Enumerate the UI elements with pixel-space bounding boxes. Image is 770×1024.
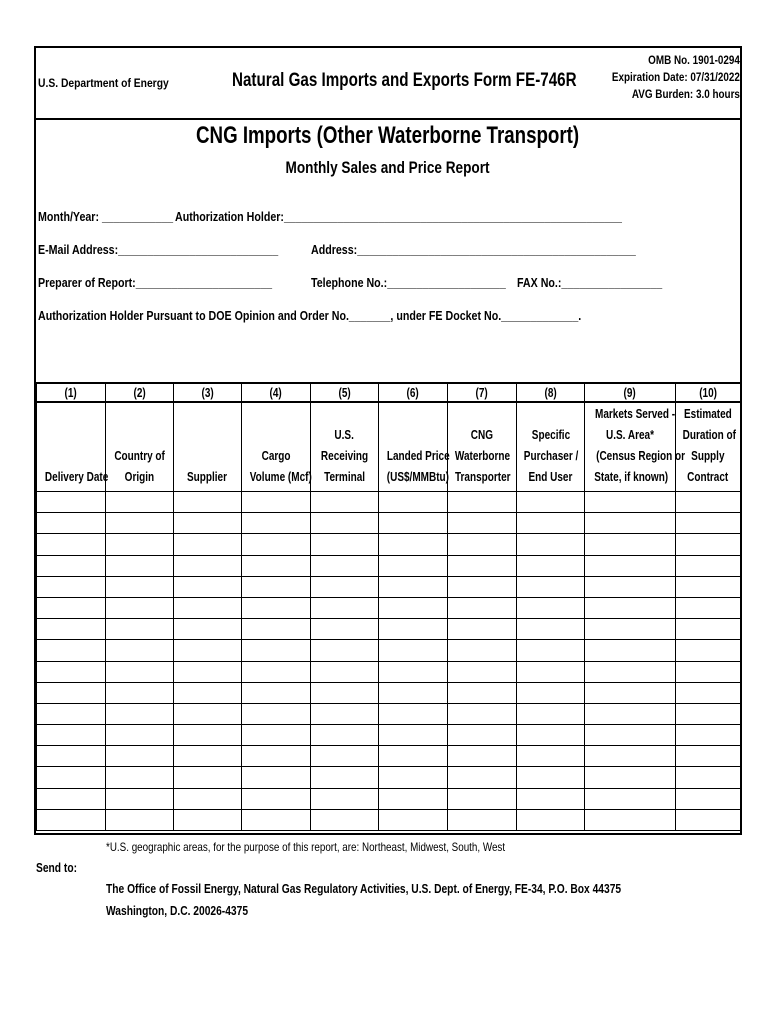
table-row [37,682,741,703]
form-header [36,48,740,120]
table-cell[interactable] [676,640,741,661]
table-cell[interactable] [585,809,676,830]
column-number: (3) [174,383,242,402]
table-cell[interactable] [174,682,242,703]
table-cell[interactable] [448,809,517,830]
table-cell[interactable] [676,513,741,534]
table-cell[interactable] [676,746,741,767]
table-cell[interactable] [242,788,311,809]
table-cell[interactable] [37,640,106,661]
table-cell[interactable] [37,534,106,555]
month-year-field[interactable]: Month/Year: ____________ [38,209,174,224]
table-row [37,576,741,597]
table-row [37,788,741,809]
report-table [36,382,741,831]
email-field[interactable]: E-Mail Address:___________________________ [38,242,279,257]
table-cell[interactable] [174,619,242,640]
column-number: (1) [37,383,106,402]
table-cell[interactable] [676,576,741,597]
table-cell[interactable] [37,746,106,767]
column-header: Landed Price (US$/MMBtu) [379,402,448,492]
column-number: (8) [517,383,585,402]
table-cell[interactable] [106,492,174,513]
telephone-field[interactable]: Telephone No.:____________________ [311,275,506,290]
table-cell[interactable] [311,703,379,724]
table-cell[interactable] [517,703,585,724]
column-header: Estimated Duration of Supply Contract [676,402,741,492]
table-cell[interactable] [517,576,585,597]
table-cell[interactable] [585,597,676,618]
table-cell[interactable] [106,767,174,788]
table-cell[interactable] [174,513,242,534]
table-cell[interactable] [585,619,676,640]
table-cell[interactable] [585,661,676,682]
table-cell[interactable] [517,555,585,576]
table-cell[interactable] [676,619,741,640]
table-cell[interactable] [242,746,311,767]
table-cell[interactable] [174,809,242,830]
table-cell[interactable] [379,788,448,809]
table-cell[interactable] [106,640,174,661]
table-cell[interactable] [676,788,741,809]
table-row [37,703,741,724]
column-header: Cargo Volume (Mcf) [242,402,311,492]
column-header: Markets Served - U.S. Area* (Census Region or State, if known) [585,402,676,492]
table-cell[interactable] [517,640,585,661]
table-cell[interactable] [37,513,106,534]
send-to-label: Send to: [36,861,77,875]
column-header: Specific Purchaser / End User [517,402,585,492]
table-cell[interactable] [448,492,517,513]
send-to-address-line2: Washington, D.C. 20026-4375 [106,904,249,918]
table-cell[interactable] [311,809,379,830]
table-cell[interactable] [106,597,174,618]
table-row [37,513,741,534]
table-cell[interactable] [517,788,585,809]
table-cell[interactable] [37,597,106,618]
table-cell[interactable] [174,492,242,513]
column-header: Supplier [174,402,242,492]
table-cell[interactable] [106,661,174,682]
table-cell[interactable] [311,619,379,640]
table-cell[interactable] [517,661,585,682]
table-cell[interactable] [311,492,379,513]
table-cell[interactable] [174,576,242,597]
table-cell[interactable] [106,746,174,767]
table-cell[interactable] [585,576,676,597]
table-cell[interactable] [242,597,311,618]
table-cell[interactable] [174,597,242,618]
table-cell[interactable] [242,640,311,661]
report-subtitle: Monthly Sales and Price Report [285,158,491,177]
table-cell[interactable] [242,576,311,597]
table-cell[interactable] [517,513,585,534]
table-cell[interactable] [517,767,585,788]
table-cell[interactable] [585,703,676,724]
table-row [37,746,741,767]
avg-burden: AVG Burden: 3.0 hours [631,89,740,101]
table-cell[interactable] [37,492,106,513]
table-cell[interactable] [379,576,448,597]
table-cell[interactable] [448,640,517,661]
table-cell[interactable] [174,555,242,576]
table-cell[interactable] [37,619,106,640]
table-cell[interactable] [106,534,174,555]
table-cell[interactable] [106,619,174,640]
table-cell[interactable] [379,682,448,703]
table-cell[interactable] [585,534,676,555]
table-cell[interactable] [448,534,517,555]
table-cell[interactable] [448,725,517,746]
column-header-row [37,402,741,492]
table-cell[interactable] [585,492,676,513]
table-cell[interactable] [379,555,448,576]
table-row [37,555,741,576]
table-cell[interactable] [379,661,448,682]
table-cell[interactable] [37,788,106,809]
table-cell[interactable] [311,640,379,661]
column-header: Delivery Date [37,402,106,492]
table-cell[interactable] [379,513,448,534]
table-cell[interactable] [517,534,585,555]
fax-field[interactable]: FAX No.:_________________ [517,275,663,290]
table-cell[interactable] [448,576,517,597]
table-row [37,661,741,682]
table-cell[interactable] [311,682,379,703]
table-cell[interactable] [585,767,676,788]
table-row [37,725,741,746]
table-cell[interactable] [379,597,448,618]
table-cell[interactable] [448,661,517,682]
table-cell[interactable] [242,809,311,830]
table-cell[interactable] [448,513,517,534]
omb-info [612,53,740,104]
table-cell[interactable] [676,767,741,788]
table-cell[interactable] [311,597,379,618]
table-cell[interactable] [174,534,242,555]
table-cell[interactable] [517,682,585,703]
table-cell[interactable] [242,682,311,703]
table-cell[interactable] [676,682,741,703]
table-cell[interactable] [379,746,448,767]
table-cell[interactable] [106,788,174,809]
table-cell[interactable] [174,767,242,788]
table-cell[interactable] [517,725,585,746]
table-cell[interactable] [379,492,448,513]
table-cell[interactable] [676,809,741,830]
preparer-field[interactable]: Preparer of Report:_______________________ [38,275,273,290]
table-cell[interactable] [585,555,676,576]
table-cell[interactable] [448,788,517,809]
table-cell[interactable] [37,767,106,788]
table-cell[interactable] [174,661,242,682]
table-cell[interactable] [174,788,242,809]
table-body [37,492,741,831]
table-cell[interactable] [585,682,676,703]
table-cell[interactable] [517,597,585,618]
table-cell[interactable] [448,682,517,703]
agency-name: U.S. Department of Energy [38,76,169,90]
table-cell[interactable] [517,492,585,513]
table-cell[interactable] [379,767,448,788]
table-row [37,767,741,788]
table-cell[interactable] [106,809,174,830]
form-title: Natural Gas Imports and Exports Form FE-746R [232,70,577,91]
table-cell[interactable] [448,767,517,788]
table-cell[interactable] [676,597,741,618]
table-cell[interactable] [311,513,379,534]
send-to-address-line1: The Office of Fossil Energy, Natural Gas Regulatory Activities, U.S. Dept. of Energy, FE-34, P.O. Box 44375 [106,882,622,896]
table-cell[interactable] [585,788,676,809]
table-cell[interactable] [448,555,517,576]
table-cell[interactable] [106,703,174,724]
table-cell[interactable] [379,640,448,661]
table-cell[interactable] [242,619,311,640]
table-row [37,619,741,640]
table-cell[interactable] [37,576,106,597]
column-number: (7) [448,383,517,402]
table-cell[interactable] [676,725,741,746]
table-cell[interactable] [517,746,585,767]
column-number: (5) [311,383,379,402]
table-cell[interactable] [37,725,106,746]
report-title: CNG Imports (Other Waterborne Transport) [196,122,580,149]
table-cell[interactable] [242,492,311,513]
table-cell[interactable] [311,767,379,788]
table-cell[interactable] [517,619,585,640]
table-cell[interactable] [242,661,311,682]
table-cell[interactable] [37,703,106,724]
table-cell[interactable] [174,725,242,746]
column-number-row [37,383,741,402]
table-cell[interactable] [242,767,311,788]
table-cell[interactable] [242,513,311,534]
table-cell[interactable] [242,555,311,576]
table-cell[interactable] [379,619,448,640]
table-cell[interactable] [311,746,379,767]
table-cell[interactable] [585,640,676,661]
table-cell[interactable] [106,513,174,534]
expiration-date: Expiration Date: 07/31/2022 [611,72,740,84]
authorization-holder-field[interactable]: Authorization Holder:_________________________________________________________ [175,209,622,224]
table-cell[interactable] [676,661,741,682]
table-cell[interactable] [106,576,174,597]
pursuant-order-field[interactable]: Authorization Holder Pursuant to DOE Opinion and Order No._______, under FE Docket No._____________. [38,308,582,323]
column-number: (9) [585,383,676,402]
table-cell[interactable] [106,682,174,703]
column-number: (2) [106,383,174,402]
table-row [37,492,741,513]
table-cell[interactable] [242,703,311,724]
table-cell[interactable] [37,661,106,682]
table-row [37,534,741,555]
table-cell[interactable] [585,725,676,746]
column-number: (10) [676,383,741,402]
table-cell[interactable] [448,619,517,640]
table-cell[interactable] [311,534,379,555]
table-cell[interactable] [311,576,379,597]
column-header: CNG Waterborne Transporter [448,402,517,492]
omb-number: OMB No. 1901-0294 [648,55,740,67]
table-cell[interactable] [174,703,242,724]
table-cell[interactable] [379,703,448,724]
geographic-footnote: *U.S. geographic areas, for the purpose of this report, are: Northeast, Midwest, South, West [106,840,506,854]
column-header: Country of Origin [106,402,174,492]
column-number: (6) [379,383,448,402]
table-cell[interactable] [37,682,106,703]
form-frame [34,46,742,835]
table-cell[interactable] [37,555,106,576]
table-cell[interactable] [37,809,106,830]
table-cell[interactable] [379,534,448,555]
table-cell[interactable] [174,746,242,767]
column-header: U.S. Receiving Terminal [311,402,379,492]
table-cell[interactable] [311,788,379,809]
table-cell[interactable] [174,640,242,661]
table-cell[interactable] [585,513,676,534]
table-cell[interactable] [311,555,379,576]
table-row [37,597,741,618]
table-row [37,640,741,661]
table-cell[interactable] [106,725,174,746]
table-cell[interactable] [676,534,741,555]
table-cell[interactable] [106,555,174,576]
table-cell[interactable] [585,746,676,767]
table-cell[interactable] [242,534,311,555]
table-row [37,809,741,830]
table-cell[interactable] [676,703,741,724]
table-cell[interactable] [448,597,517,618]
table-cell[interactable] [379,725,448,746]
column-number: (4) [242,383,311,402]
table-cell[interactable] [311,725,379,746]
table-cell[interactable] [311,661,379,682]
table-cell[interactable] [379,809,448,830]
table-cell[interactable] [242,725,311,746]
table-cell[interactable] [676,555,741,576]
table-cell[interactable] [676,492,741,513]
address-field[interactable]: Address:_______________________________________________ [311,242,636,257]
table-cell[interactable] [517,809,585,830]
table-cell[interactable] [448,703,517,724]
table-cell[interactable] [448,746,517,767]
